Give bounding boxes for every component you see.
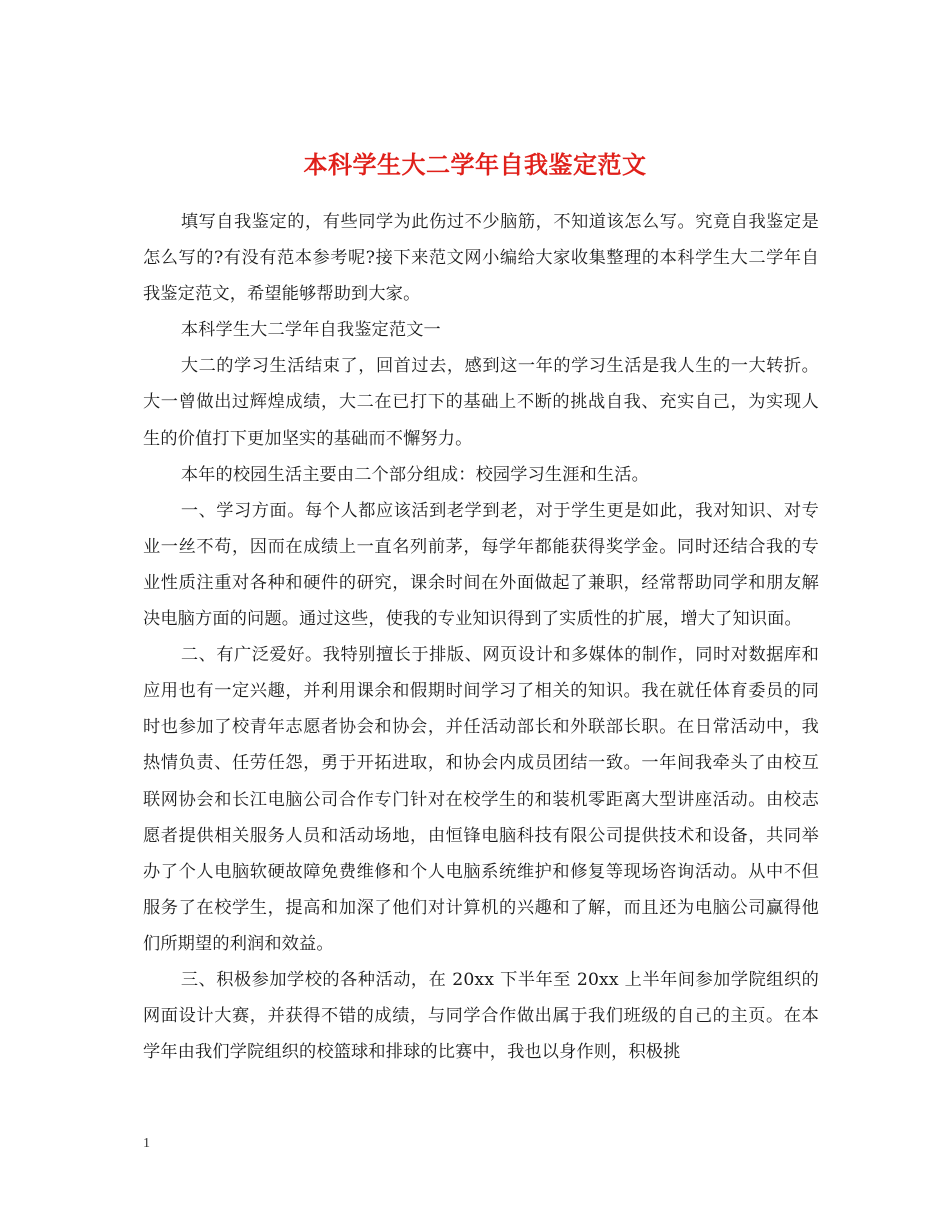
document-body <box>143 204 819 1070</box>
intro-paragraph: 填写自我鉴定的，有些同学为此伤过不少脑筋，不知道该怎么写。究竟自我鉴定是怎么写的?有没有范本参考呢?接下来范文网小编给大家收集整理的本科学生大二学年自我鉴定范文，希望能够帮助到大家。 <box>143 212 819 305</box>
body-paragraph: 大二的学习生活结束了，回首过去，感到这一年的学习生活是我人生的一大转折。大一曾做出过辉煌成绩，大二在已打下的基础上不断的挑战自我、充实自己，为实现人生的价值打下更加坚实的基础而不懈努力。 <box>143 356 819 449</box>
hobbies-paragraph: 二、有广泛爱好。我特别擅长于排版、网页设计和多媒体的制作，同时对数据库和应用也有一定兴趣，并利用课余和假期时间学习了相关的知识。我在就任体育委员的同时也参加了校青年志愿者协会和协会，并任活动部长和外联部长职。在日常活动中，我热情负责、任劳任怨，勇于开拓进取，和协会内成员团结一致。一年间我牵头了由校互联网协会和长江电脑公司合作专门针对在校学生的和装机零距离大型讲座活动。由校志愿者提供相关服务人员和活动场地，由恒锋电脑科技有限公司提供技术和设备，共同举办了个人电脑软硬故障免费维修和个人电脑系统维护和修复等现场咨询活动。从中不但服务了在校学生，提高和加深了他们对计算机的兴趣和了解，而且还为电脑公司赢得他们所期望的利润和效益。 <box>143 645 819 954</box>
body-paragraph: 本年的校园生活主要由二个部分组成：校园学习生涯和生活。 <box>180 464 649 485</box>
activities-paragraph: 三、积极参加学校的各种活动，在 20xx 下半年至 20xx 上半年间参加学院组织的网面设计大赛，并获得不错的成绩，与同学合作做出属于我们班级的自己的主页。在本学年由我们学院组织的校篮球和排球的比赛中，我也以身作则，积极挑 <box>143 969 819 1063</box>
study-paragraph: 一、学习方面。每个人都应该活到老学到老，对于学生更是如此，我对知识、对专业一丝不苟，因而在成绩上一直名列前茅，每学年都能获得奖学金。同时还结合我的专业性质注重对各种和硬件的研究，课余时间在外面做起了兼职，经常帮助同学和朋友解决电脑方面的问题。通过这些，使我的专业知识得到了实质性的扩展，增大了知识面。 <box>143 500 819 630</box>
page-number: 1 <box>143 1136 150 1151</box>
sample-heading: 本科学生大二学年自我鉴定范文一 <box>180 320 441 341</box>
document-title: 本科学生大二学年自我鉴定范文 <box>303 150 647 180</box>
